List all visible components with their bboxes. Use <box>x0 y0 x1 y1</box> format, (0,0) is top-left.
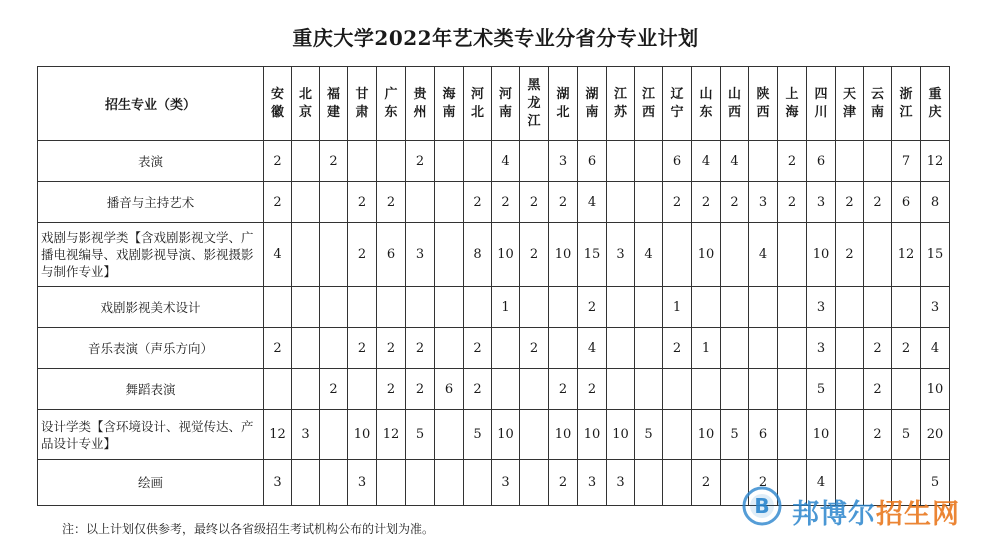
major-name-cell: 舞蹈表演 <box>38 369 264 410</box>
quota-cell <box>406 182 435 223</box>
quota-cell <box>663 410 692 460</box>
quota-cell <box>721 223 749 287</box>
quota-cell: 10 <box>807 223 836 287</box>
quota-cell <box>377 141 406 182</box>
quota-cell <box>320 410 348 460</box>
quota-cell: 3 <box>807 287 836 328</box>
quota-cell <box>635 287 663 328</box>
quota-cell: 2 <box>749 460 778 506</box>
quota-cell: 2 <box>864 410 892 460</box>
quota-cell <box>292 369 320 410</box>
quota-cell: 10 <box>549 223 578 287</box>
quota-cell <box>864 287 892 328</box>
quota-cell <box>406 460 435 506</box>
quota-cell <box>264 369 292 410</box>
quota-cell: 10 <box>607 410 635 460</box>
quota-cell: 12 <box>377 410 406 460</box>
province-header: 河 北 <box>464 67 492 141</box>
quota-cell <box>492 328 520 369</box>
province-header: 云 南 <box>864 67 892 141</box>
quota-cell <box>520 369 549 410</box>
quota-cell <box>663 460 692 506</box>
quota-cell <box>778 223 807 287</box>
quota-cell: 10 <box>807 410 836 460</box>
quota-cell: 2 <box>864 328 892 369</box>
table-row <box>38 328 950 369</box>
major-name-cell: 设计学类【含环境设计、视觉传达、产品设计专业】 <box>38 410 264 460</box>
quota-cell: 2 <box>464 182 492 223</box>
quota-cell <box>778 287 807 328</box>
quota-cell <box>520 410 549 460</box>
quota-cell <box>778 328 807 369</box>
quota-cell <box>635 182 663 223</box>
quota-cell: 2 <box>549 460 578 506</box>
quota-cell <box>836 287 864 328</box>
quota-cell: 5 <box>635 410 663 460</box>
quota-cell: 2 <box>520 223 549 287</box>
quota-cell: 2 <box>520 328 549 369</box>
footnote: 注：以上计划仅供参考，最终以各省级招生考试机构公布的计划为准。 <box>62 522 435 536</box>
quota-cell: 3 <box>264 460 292 506</box>
province-header: 甘 肃 <box>348 67 377 141</box>
quota-cell <box>836 410 864 460</box>
quota-cell <box>348 287 377 328</box>
enrollment-plan-table <box>37 66 950 506</box>
quota-cell: 3 <box>492 460 520 506</box>
quota-cell: 7 <box>892 141 921 182</box>
quota-cell <box>836 328 864 369</box>
quota-cell: 4 <box>635 223 663 287</box>
quota-cell: 2 <box>578 287 607 328</box>
quota-cell: 3 <box>921 287 950 328</box>
quota-cell <box>635 460 663 506</box>
quota-cell: 4 <box>492 141 520 182</box>
quota-cell: 2 <box>549 369 578 410</box>
watermark-orange-text: 招生网 <box>876 499 960 530</box>
quota-cell: 2 <box>464 369 492 410</box>
quota-cell: 2 <box>348 182 377 223</box>
major-name-cell: 戏剧与影视学类【含戏剧影视文学、广播电视编导、戏剧影视导演、影视摄影与制作专业】 <box>38 223 264 287</box>
quota-cell: 2 <box>377 328 406 369</box>
quota-cell <box>892 369 921 410</box>
quota-cell: 3 <box>578 460 607 506</box>
quota-cell <box>348 369 377 410</box>
quota-cell: 15 <box>578 223 607 287</box>
province-header: 陕 西 <box>749 67 778 141</box>
quota-cell: 4 <box>749 223 778 287</box>
quota-cell <box>778 410 807 460</box>
province-header: 四 川 <box>807 67 836 141</box>
quota-cell: 2 <box>464 328 492 369</box>
quota-cell: 12 <box>264 410 292 460</box>
quota-cell <box>435 328 464 369</box>
quota-cell <box>320 223 348 287</box>
quota-cell: 15 <box>921 223 950 287</box>
quota-cell: 3 <box>549 141 578 182</box>
quota-cell <box>607 369 635 410</box>
watermark-blue-text: 邦博尔 <box>792 499 876 530</box>
quota-cell: 2 <box>778 182 807 223</box>
quota-cell <box>549 287 578 328</box>
quota-cell: 12 <box>921 141 950 182</box>
quota-cell: 4 <box>721 141 749 182</box>
quota-cell: 6 <box>807 141 836 182</box>
quota-cell <box>663 223 692 287</box>
province-header: 湖 南 <box>578 67 607 141</box>
quota-cell: 8 <box>464 223 492 287</box>
quota-cell <box>435 460 464 506</box>
quota-cell <box>320 328 348 369</box>
quota-cell: 2 <box>492 182 520 223</box>
quota-cell: 2 <box>377 182 406 223</box>
quota-cell <box>292 182 320 223</box>
quota-cell: 2 <box>692 182 721 223</box>
province-header: 天 津 <box>836 67 864 141</box>
province-header: 河 南 <box>492 67 520 141</box>
quota-cell: 5 <box>807 369 836 410</box>
quota-cell <box>406 287 435 328</box>
quota-cell: 2 <box>721 182 749 223</box>
quota-cell: 5 <box>406 410 435 460</box>
quota-cell: 2 <box>320 369 348 410</box>
quota-cell: 4 <box>264 223 292 287</box>
quota-cell: 12 <box>892 223 921 287</box>
quota-cell: 2 <box>264 141 292 182</box>
quota-cell: 5 <box>921 460 950 506</box>
quota-cell <box>292 287 320 328</box>
quota-cell: 2 <box>520 182 549 223</box>
table-header-row <box>38 67 950 141</box>
province-header: 山 东 <box>692 67 721 141</box>
quota-cell <box>464 141 492 182</box>
quota-cell: 1 <box>692 328 721 369</box>
table-row <box>38 369 950 410</box>
quota-cell: 4 <box>807 460 836 506</box>
quota-cell: 2 <box>663 182 692 223</box>
quota-cell <box>435 410 464 460</box>
province-header: 上 海 <box>778 67 807 141</box>
quota-cell: 4 <box>921 328 950 369</box>
quota-cell <box>635 328 663 369</box>
quota-cell: 5 <box>721 410 749 460</box>
quota-cell: 4 <box>692 141 721 182</box>
quota-cell <box>320 182 348 223</box>
quota-cell <box>749 287 778 328</box>
province-header: 黑 龙 江 <box>520 67 549 141</box>
quota-cell: 3 <box>749 182 778 223</box>
table-row <box>38 141 950 182</box>
watermark-text <box>792 492 960 531</box>
quota-cell <box>721 369 749 410</box>
province-header: 北 京 <box>292 67 320 141</box>
quota-cell <box>607 141 635 182</box>
quota-cell <box>292 328 320 369</box>
province-header: 贵 州 <box>406 67 435 141</box>
province-header: 山 西 <box>721 67 749 141</box>
quota-cell: 2 <box>264 328 292 369</box>
quota-cell <box>836 369 864 410</box>
quota-cell <box>320 287 348 328</box>
quota-cell: 6 <box>892 182 921 223</box>
quota-cell <box>435 182 464 223</box>
quota-cell: 10 <box>492 223 520 287</box>
quota-cell: 5 <box>464 410 492 460</box>
major-name-cell: 绘画 <box>38 460 264 506</box>
quota-cell: 1 <box>663 287 692 328</box>
province-header: 江 西 <box>635 67 663 141</box>
province-header: 浙 江 <box>892 67 921 141</box>
quota-cell: 4 <box>578 182 607 223</box>
table-row <box>38 287 950 328</box>
quota-cell: 2 <box>864 369 892 410</box>
quota-cell: 10 <box>549 410 578 460</box>
quota-cell: 2 <box>348 328 377 369</box>
quota-cell: 2 <box>377 369 406 410</box>
quota-cell: 2 <box>406 141 435 182</box>
quota-cell: 2 <box>578 369 607 410</box>
quota-cell: 10 <box>492 410 520 460</box>
b-logo-icon <box>742 486 782 526</box>
quota-cell: 2 <box>264 182 292 223</box>
province-header: 辽 宁 <box>663 67 692 141</box>
quota-cell <box>435 141 464 182</box>
quota-cell <box>320 460 348 506</box>
quota-cell: 2 <box>663 328 692 369</box>
quota-cell: 8 <box>921 182 950 223</box>
quota-cell: 10 <box>692 223 721 287</box>
quota-cell: 2 <box>778 141 807 182</box>
quota-cell <box>749 369 778 410</box>
quota-cell <box>663 369 692 410</box>
quota-cell: 4 <box>578 328 607 369</box>
major-name-cell: 播音与主持艺术 <box>38 182 264 223</box>
quota-cell: 5 <box>892 410 921 460</box>
quota-cell <box>635 141 663 182</box>
quota-cell: 3 <box>292 410 320 460</box>
quota-cell <box>607 328 635 369</box>
quota-cell: 3 <box>807 182 836 223</box>
quota-cell <box>377 460 406 506</box>
table-body <box>38 141 950 506</box>
quota-cell: 6 <box>435 369 464 410</box>
quota-cell: 2 <box>549 182 578 223</box>
quota-cell <box>435 223 464 287</box>
quota-cell <box>778 369 807 410</box>
province-header: 安 徽 <box>264 67 292 141</box>
quota-cell: 10 <box>348 410 377 460</box>
quota-cell: 10 <box>921 369 950 410</box>
svg-text:B: B <box>754 494 770 518</box>
province-header: 广 东 <box>377 67 406 141</box>
quota-cell <box>549 328 578 369</box>
major-name-cell: 表演 <box>38 141 264 182</box>
quota-cell <box>607 287 635 328</box>
quota-cell <box>721 287 749 328</box>
quota-cell: 6 <box>377 223 406 287</box>
quota-cell <box>520 287 549 328</box>
quota-cell: 6 <box>749 410 778 460</box>
quota-cell: 2 <box>892 328 921 369</box>
quota-cell: 3 <box>807 328 836 369</box>
quota-cell <box>464 460 492 506</box>
quota-cell: 2 <box>692 460 721 506</box>
quota-cell <box>520 460 549 506</box>
quota-cell: 3 <box>348 460 377 506</box>
quota-cell <box>864 223 892 287</box>
table-row <box>38 182 950 223</box>
province-header: 海 南 <box>435 67 464 141</box>
page-title: 重庆大学2022年艺术类专业分省分专业计划 <box>292 26 699 50</box>
quota-cell <box>264 287 292 328</box>
table-row <box>38 223 950 287</box>
quota-cell: 2 <box>864 182 892 223</box>
quota-cell <box>348 141 377 182</box>
quota-cell <box>464 287 492 328</box>
quota-cell <box>607 182 635 223</box>
quota-cell: 2 <box>836 223 864 287</box>
quota-cell <box>635 369 663 410</box>
quota-cell <box>492 369 520 410</box>
quota-cell: 3 <box>406 223 435 287</box>
quota-cell: 2 <box>406 369 435 410</box>
quota-cell <box>721 328 749 369</box>
quota-cell: 3 <box>607 223 635 287</box>
major-name-cell: 戏剧影视美术设计 <box>38 287 264 328</box>
quota-cell <box>749 328 778 369</box>
quota-cell <box>292 141 320 182</box>
quota-cell: 6 <box>578 141 607 182</box>
quota-cell: 3 <box>607 460 635 506</box>
quota-cell: 2 <box>320 141 348 182</box>
province-header: 福 建 <box>320 67 348 141</box>
quota-cell: 10 <box>692 410 721 460</box>
quota-cell <box>892 287 921 328</box>
quota-cell <box>692 369 721 410</box>
province-header: 重 庆 <box>921 67 950 141</box>
quota-cell: 2 <box>406 328 435 369</box>
quota-cell <box>749 141 778 182</box>
quota-cell: 2 <box>836 182 864 223</box>
province-header: 湖 北 <box>549 67 578 141</box>
quota-cell: 20 <box>921 410 950 460</box>
quota-cell <box>520 141 549 182</box>
quota-cell <box>836 141 864 182</box>
major-name-cell: 音乐表演（声乐方向） <box>38 328 264 369</box>
quota-cell: 6 <box>663 141 692 182</box>
province-header: 江 苏 <box>607 67 635 141</box>
quota-cell: 2 <box>348 223 377 287</box>
quota-cell <box>435 287 464 328</box>
quota-cell <box>692 287 721 328</box>
quota-cell <box>864 141 892 182</box>
major-column-header: 招生专业（类） <box>38 67 264 141</box>
quota-cell <box>377 287 406 328</box>
quota-cell: 1 <box>492 287 520 328</box>
quota-cell <box>292 460 320 506</box>
table-row <box>38 410 950 460</box>
quota-cell <box>292 223 320 287</box>
quota-cell: 10 <box>578 410 607 460</box>
